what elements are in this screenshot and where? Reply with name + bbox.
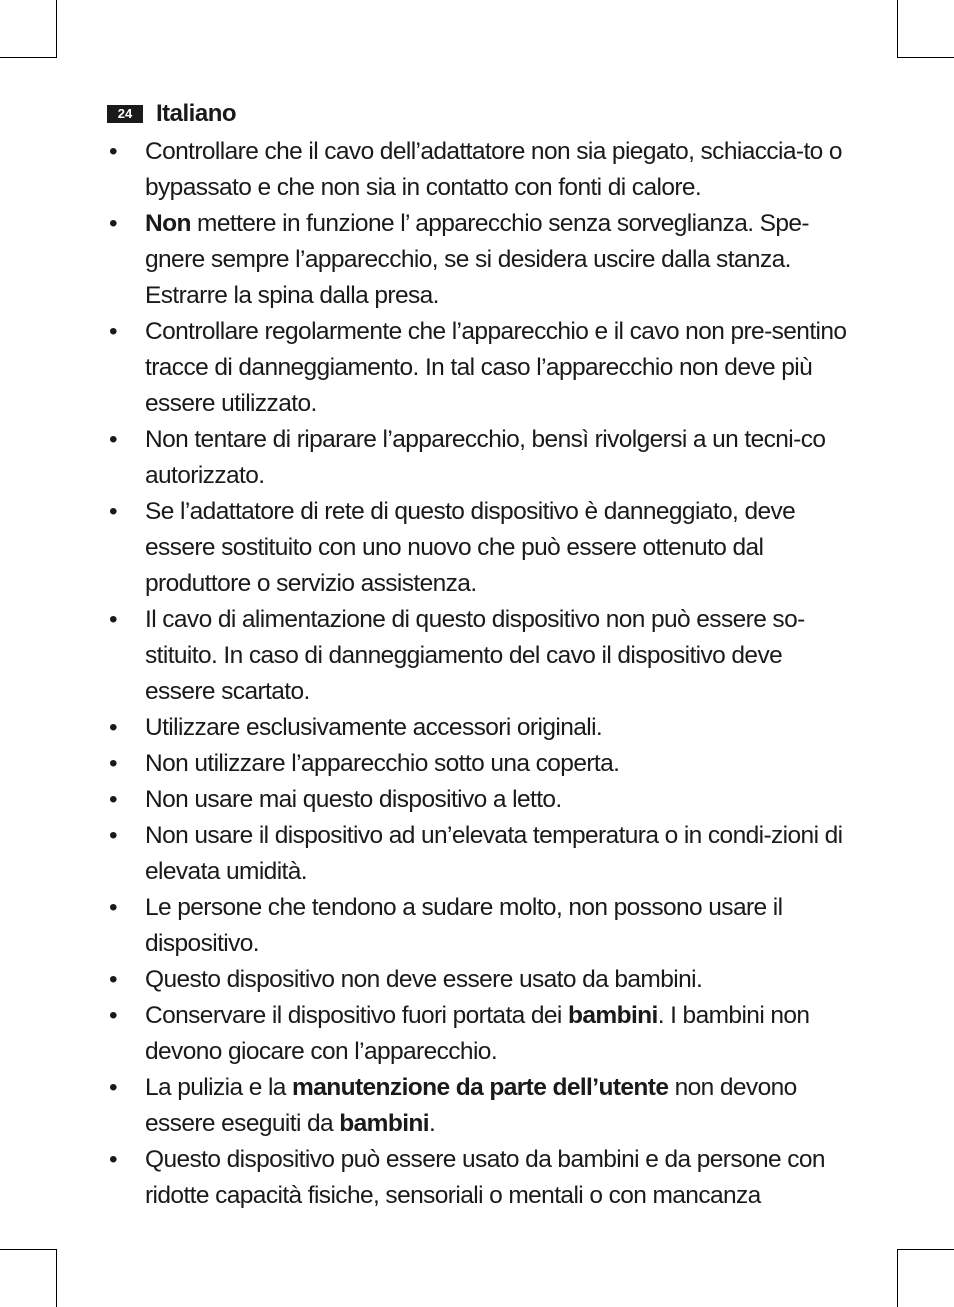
item-text: non devono essere eseguiti da [145, 1074, 797, 1137]
list-item [107, 422, 852, 494]
list-item [107, 746, 852, 782]
item-text: Non utilizzare l’apparecchio sotto una coperta. [145, 750, 620, 777]
list-item [107, 314, 852, 422]
item-text: Controllare regolarmente che l’apparecchio e il cavo non pre-sentino tracce di danneggiamento. In tal caso l’apparecchio non deve più essere utilizzato. [145, 318, 847, 417]
crop-mark [0, 57, 57, 58]
item-text: Controllare che il cavo dell’adattatore non sia piegato, schiaccia-to o bypassato e che non sia in contatto con fonti di calore. [145, 138, 842, 201]
crop-mark [897, 1249, 954, 1250]
bullet-icon: • [109, 1002, 117, 1029]
list-item [107, 890, 852, 962]
bold-text: manutenzione da parte dell’utente [292, 1074, 669, 1101]
list-item [107, 134, 852, 206]
bullet-icon: • [109, 318, 117, 345]
item-text: . I bambini non devono giocare con l’apparecchio. [145, 1002, 810, 1065]
bullet-icon: • [109, 1146, 117, 1173]
bullet-icon: • [109, 1074, 117, 1101]
item-text: Se l’adattatore di rete di questo dispositivo è danneggiato, deve essere sostituito con uno nuovo che può essere ottenuto dal produttore o servizio assistenza. [145, 498, 796, 597]
item-text: Non usare il dispositivo ad un’elevata temperatura o in condi-zioni di elevata umidità. [145, 822, 843, 885]
item-text: Il cavo di alimentazione di questo dispositivo non può essere so-stituito. In caso di danneggiamento del cavo il dispositivo deve essere scartato. [145, 606, 805, 705]
bullet-icon: • [109, 966, 117, 993]
list-item [107, 962, 852, 998]
bold-text: Non [145, 210, 191, 237]
bold-text: bambini [339, 1110, 429, 1137]
bullet-icon: • [109, 750, 117, 777]
crop-mark [897, 57, 954, 58]
safety-list [107, 134, 852, 1214]
bullet-icon: • [109, 606, 117, 633]
crop-mark [0, 1249, 57, 1250]
list-item [107, 818, 852, 890]
crop-mark [897, 0, 898, 58]
list-item [107, 710, 852, 746]
page-number: 24 [107, 105, 143, 123]
item-text: Conservare il dispositivo fuori portata dei [145, 1002, 568, 1029]
bullet-icon: • [109, 210, 117, 237]
list-item [107, 1070, 852, 1142]
bullet-icon: • [109, 426, 117, 453]
item-text: mettere in funzione l’ apparecchio senza sorveglianza. Spe-gnere sempre l’apparecchio, se si desidera uscire dalla stanza. Estrarre la spina dalla presa. [145, 210, 809, 309]
page-header [107, 101, 236, 127]
crop-mark [897, 1249, 898, 1307]
bullet-icon: • [109, 714, 117, 741]
crop-mark [56, 0, 57, 58]
item-text: Non usare mai questo dispositivo a letto. [145, 786, 562, 813]
item-text: Le persone che tendono a sudare molto, non possono usare il dispositivo. [145, 894, 783, 957]
item-text: Questo dispositivo può essere usato da bambini e da persone con ridotte capacità fisiche, sensoriali o mentali o con mancanza [145, 1146, 825, 1209]
bullet-icon: • [109, 894, 117, 921]
bold-text: bambini [568, 1002, 658, 1029]
item-text: Questo dispositivo non deve essere usato da bambini. [145, 966, 703, 993]
list-item [107, 206, 852, 314]
item-text: La pulizia e la [145, 1074, 293, 1101]
list-item [107, 494, 852, 602]
item-text: Utilizzare esclusivamente accessori originali. [145, 714, 603, 741]
list-item [107, 602, 852, 710]
bullet-icon: • [109, 138, 117, 165]
list-item [107, 998, 852, 1070]
bullet-icon: • [109, 822, 117, 849]
item-text: Non tentare di riparare l’apparecchio, bensì rivolgersi a un tecni-co autorizzato. [145, 426, 826, 489]
bullet-icon: • [109, 786, 117, 813]
section-title: Italiano [156, 100, 237, 127]
item-text: . [429, 1110, 436, 1137]
crop-mark [56, 1249, 57, 1307]
list-item [107, 1142, 852, 1214]
bullet-icon: • [109, 498, 117, 525]
list-item [107, 782, 852, 818]
